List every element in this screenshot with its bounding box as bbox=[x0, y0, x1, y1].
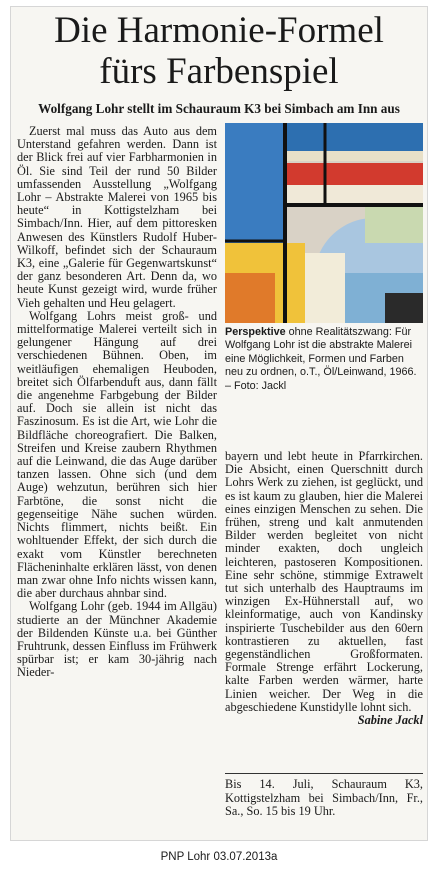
newspaper-clipping bbox=[10, 6, 428, 841]
article-column-1 bbox=[17, 125, 217, 680]
paragraph-text: bayern und lebt heute in Pfarrkirchen. Die Absicht, einen Querschnitt durch Lohrs Werk zu ziehen, ist geglückt, und es ist kaum zu glauben, hier die Malerei eines einzigen Menschen zu sehen. Die frühen, streng und kalt anmutenden Bilder werden begleitet von nicht minder exakten, doch ungleich leichteren, pastoseren Kompositionen. Eine sehr schöne, stimmige Extrawelt tut sich unterhalb des Hauptraums im winzigen Ex-Hühnerstall auf, wo kleinformatige, auch von Kandinsky inspirierte Tuschebilder aus den 60ern kontrastieren zu aktuellen, fast gegenständlichen Großformaten. Formale Strenge erfährt Lockerung, kalte Farben werden wärmer, harte Linien weicher. Der Weg in die abgeschiedene Kunstidylle lohnt sich. bbox=[225, 449, 423, 714]
exhibition-info: Bis 14. Juli, Schauraum K3, Kottigstelzham bei Simbach/Inn, Fr., Sa., So. 15 bis 19 Uhr. bbox=[225, 777, 423, 819]
headline-line-2: fürs Farbenspiel bbox=[99, 51, 339, 92]
caption-text: ohne Realitätszwang: Für Wolfgang Lohr ist die abstrakte Malerei eine Möglichkeit, Formen und Farben neu zu ordnen, o.T., Öl/Leinwand, 1966. – Foto: Jackl bbox=[225, 326, 417, 392]
author-name: Sabine Jackl bbox=[357, 713, 423, 728]
paragraph: Wolfgang Lohrs meist groß- und mittelformatige Malerei verteilt sich in gelungener Hängung auf drei verschiedenen Bühnen. Oben, im weitläufigen ehemaligen Heuboden, breitet sich Ölfarbenduft aus, dann fällt die angenehme Farbgebung der Bilder auf. Doch sie allein ist nicht das Faszinosum. Es ist die Art, wie Lohr die Bildfläche choreografiert. Die Balken, Streifen und Kreise zaubern Rhythmen auf die Leinwand, die das Auge darüber tanzen lassen. Ohne sich (und dem Auge) wehzutun, berühren sich hier Farbtöne, die sonst nicht die gegenseitige Nähe suchen würden. Nichts flimmert, nichts beißt. Ein wohltuender Effekt, der sich durch die exakt vom Künstler berechneten Flächeninhalte erklären lässt, von denen man zwar ohne Info nichts wissen kann, die aber durchaus ahnbar sind. bbox=[17, 308, 217, 601]
photo-caption bbox=[225, 326, 423, 393]
article-column-2 bbox=[225, 450, 423, 727]
paragraph: Wolfgang Lohr (geb. 1944 im Allgäu) studierte an der Münchner Akademie der Bildenden Künste u.a. bei Günther Fruhtrunk, dessen Einfluss im Frühwerk spürbar ist; er kam 30-jährig nach Nieder- bbox=[17, 599, 217, 680]
abstract-painting-image bbox=[225, 123, 423, 323]
caption-lead: Perspektive bbox=[225, 326, 286, 338]
source-footer: PNP Lohr 03.07.2013a bbox=[160, 851, 278, 863]
painting-photo bbox=[225, 123, 423, 323]
divider bbox=[225, 773, 423, 774]
paragraph bbox=[225, 449, 423, 728]
paragraph: Zuerst mal muss das Auto aus dem Unterstand gefahren werden. Dann ist der Blick frei auf vier Farbharmonien in Öl. Sie sind Teil der rund 50 Bilder umfassenden Ausstellung „Wolfgang Lohr – Abstrakte Malerei von 1965 bis heute“ in Kottigstelzham bei Simbach/Inn. Hier, auf dem pittoresken Anwesen des Künstlers Rudolf Huber-Wilkoff, befindet sich der Schauraum K3, eine „Galerie für Gegenwartskunst“ der ganz besonderen Art. Denn da, wo heute Kunst gezeigt wird, wurde früher Vieh gehalten und Heu gelagert. bbox=[17, 124, 217, 310]
subheadline: Wolfgang Lohr stellt im Schauraum K3 bei Simbach am Inn aus bbox=[38, 101, 400, 116]
headline-line-1: Die Harmonie-Formel bbox=[54, 10, 384, 51]
